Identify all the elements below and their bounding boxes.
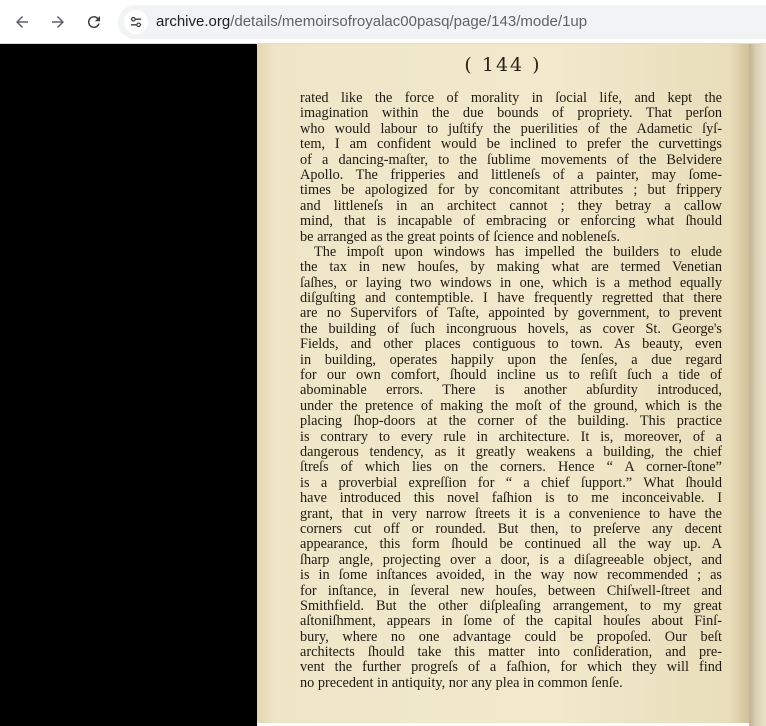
text-line: is in ſome inſtances avoided, in the way now recommended ; as xyxy=(300,568,722,584)
text-line: aſtoniſhment, appears in ſome of the capital houſes about Finſ- xyxy=(300,614,722,630)
page-edge xyxy=(749,44,766,726)
text-line: imagination within the due bounds of propriety. That perſon xyxy=(300,106,722,122)
url-path: /details/memoirsofroyalac00pasq/page/143/mode/1up xyxy=(230,13,588,30)
text-line: bury, where no one advantage could be propoſed. Our beſt xyxy=(300,629,722,645)
text-line: of a dancing-maſter, to the ſublime movements of the Belvidere xyxy=(300,152,722,168)
book-viewer xyxy=(0,44,766,726)
text-line: Smithfield. But the other diſpleaſing arrangement, to my great xyxy=(300,598,722,614)
text-line: placing ſhop-doors at the corner of the building. This practice xyxy=(300,414,722,430)
text-line: be arranged as the great points of ſcience and nobleneſs. xyxy=(300,229,620,245)
text-line: times be apologized for by concomitant attributes ; but frippery xyxy=(300,183,722,199)
book-page xyxy=(257,44,749,726)
reload-icon xyxy=(85,13,103,31)
text-line: ſaſhes, or laying two windows in one, which is a method equally xyxy=(300,275,722,291)
tune-icon xyxy=(129,15,143,29)
text-line: for our own comfort, ſhould incline us to reſiſt ſuch a tide of xyxy=(300,368,722,384)
text-line: corners cut off or rounded. But then, to preſerve any decent xyxy=(300,521,722,537)
text-line: appearance, this form ſhould be continued all the way up. A xyxy=(300,537,722,553)
text-line: grant, that in very narrow ſtreets it is a convenience to have the xyxy=(300,506,722,522)
text-line: ſharp angle, projecting over a door, is a diſagreeable object, and xyxy=(300,552,722,568)
text-line: no precedent in antiquity, nor any plea in common ſenſe. xyxy=(300,675,623,691)
text-line: who would labour to juſtify the puerilities of the Adametic ſyſ- xyxy=(300,121,722,137)
text-line: ſtreſs of which lies on the corners. Hence “ A corner-ſtone” xyxy=(300,460,722,476)
text-line: architects ſhould take this matter into conſideration, and pre- xyxy=(300,645,722,661)
text-line: for inſtance, in ſeveral new houſes, between Chiſwell-ſtreet and xyxy=(300,583,722,599)
url-domain: archive.org xyxy=(156,13,231,30)
text-line: are no Supervifors of Taſte, appointed by government, to prevent xyxy=(300,306,722,322)
arrow-right-icon xyxy=(49,13,67,31)
text-line: under the pretence of making the moſt of the ground, which is the xyxy=(300,398,722,414)
text-line: rated like the force of morality in ſocial life, and kept the xyxy=(300,91,722,106)
text-line: the tax in new houſes, by making what are termed Venetian xyxy=(300,260,722,276)
text-line: tem, I am confident would be inclined to prefer the curvettings xyxy=(300,137,722,153)
url-text[interactable] xyxy=(156,5,587,39)
page-text xyxy=(300,91,722,691)
text-line: dangerous tendency, as it greatly weakens a building, the chief xyxy=(300,444,722,460)
forward-button[interactable] xyxy=(44,8,72,36)
text-line: Apollo. The fripperies and littleneſs of a painter, may ſome- xyxy=(300,167,722,183)
site-info-button[interactable] xyxy=(124,10,148,34)
text-line: diſguſting and contemptible. I have frequently regretted that there xyxy=(300,291,722,307)
reload-button[interactable] xyxy=(80,8,108,36)
text-line: have introduced this novel faſhion is to me inconceivable. I xyxy=(300,491,722,507)
address-bar[interactable] xyxy=(118,5,766,39)
browser-toolbar xyxy=(0,0,766,44)
arrow-left-icon xyxy=(13,13,31,31)
text-line: The impoſt upon windows has impelled the builders to elude xyxy=(314,244,722,260)
back-button[interactable] xyxy=(8,8,36,36)
text-line: is a proverbial expreſſion for “ a chief ſupport.” What ſhould xyxy=(300,475,722,491)
text-line: the building of ſuch incongruous hovels, as cover St. George's xyxy=(300,321,722,337)
text-line: in building, operates happily upon the ſenſes, a due regard xyxy=(300,352,722,368)
text-line: and littleneſs in an architect cannot ; they betray a callow xyxy=(300,198,722,214)
text-line: mind, that is incapable of embracing or enforcing what ſhould xyxy=(300,214,722,230)
page-number: ( 144 ) xyxy=(464,54,542,76)
text-line: is contrary to every rule in architecture. It is, moreover, of a xyxy=(300,429,722,445)
text-line: vent the further progreſs of a faſhion, for which they will find xyxy=(300,660,722,676)
text-line: abominable errors. There is another abſurdity introduced, xyxy=(300,383,722,399)
text-line: Fields, and other places contiguous to town. As beauty, even xyxy=(300,337,722,353)
